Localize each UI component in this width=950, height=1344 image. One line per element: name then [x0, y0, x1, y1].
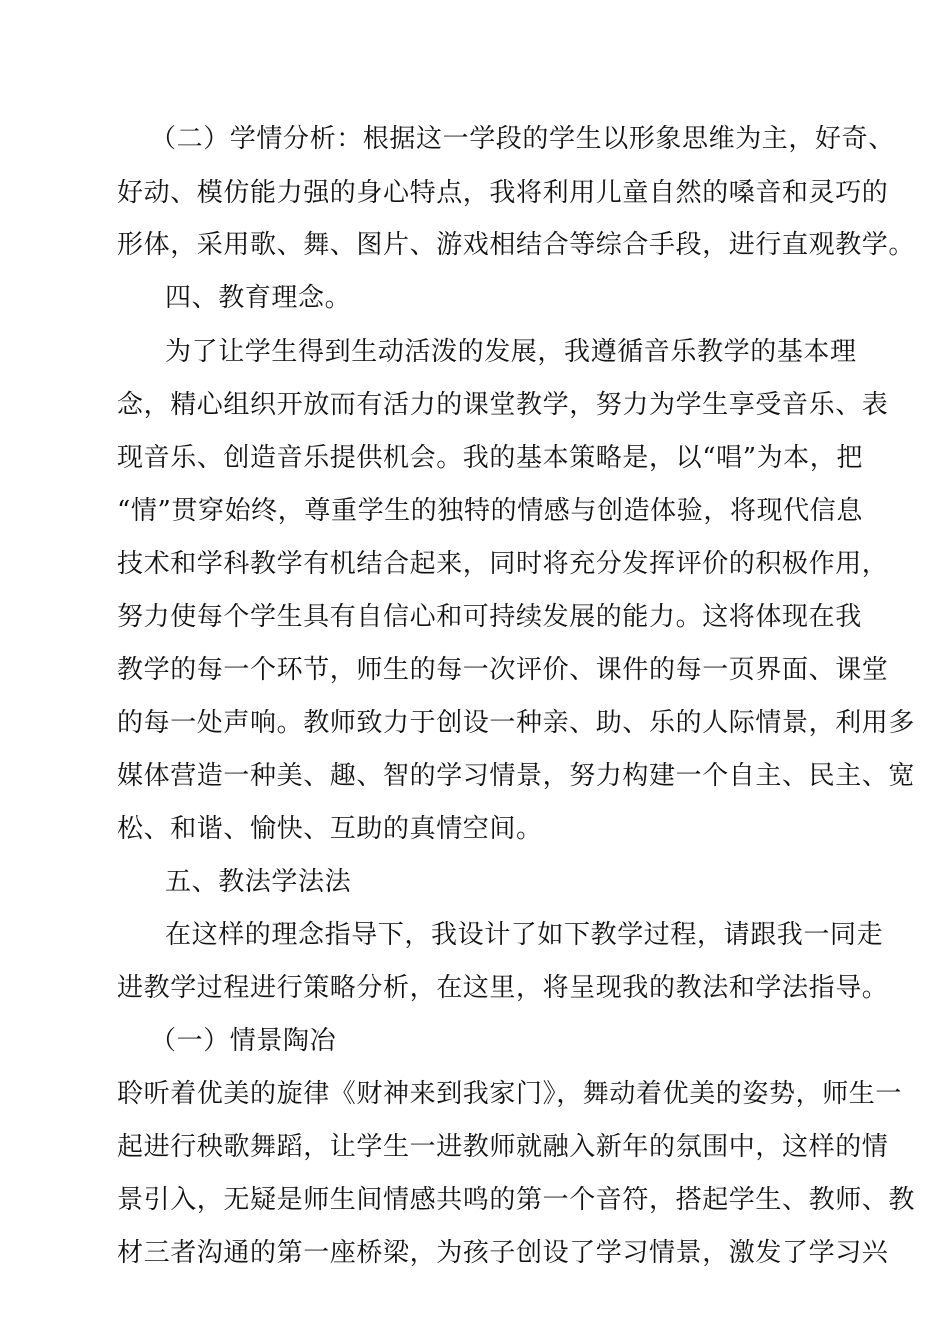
text-line: 好动、模仿能力强的身心特点，我将利用儿童自然的嗓音和灵巧的: [117, 178, 889, 208]
text-line: 念，精心组织开放而有活力的课堂教学，努力为学生享受音乐、表: [117, 390, 889, 420]
text-line: 材三者沟通的第一座桥梁，为孩子创设了学习情景，激发了学习兴: [117, 1238, 889, 1268]
text-line: “情”贯穿始终，尊重学生的独特的情感与创造体验，将现代信息: [117, 496, 863, 526]
text-line: 松、和谐、愉快、互助的真情空间。: [117, 814, 543, 844]
text-line: 在这样的理念指导下，我设计了如下教学过程，请跟我一同走: [165, 920, 884, 950]
text-line: 为了让学生得到生动活泼的发展，我遵循音乐教学的基本理: [165, 337, 857, 367]
text-line: 教学的每一个环节，师生的每一次评价、课件的每一页界面、课堂: [117, 655, 889, 685]
section-heading: 五、教法学法法: [165, 867, 352, 897]
text-line: 起进行秧歌舞蹈，让学生一进教师就融入新年的氛围中，这样的情: [117, 1132, 889, 1162]
text-line: 现音乐、创造音乐提供机会。我的基本策略是，以“唱”为本，把: [117, 443, 863, 473]
text-line: 聆听着优美的旋律《财神来到我家门》，舞动着优美的姿势，师生一: [117, 1079, 903, 1109]
text-line: （二）学情分析：根据这一学段的学生以形象思维为主，好奇、: [150, 124, 895, 154]
text-line: 进教学过程进行策略分析，在这里，将呈现我的教法和学法指导。: [117, 973, 889, 1003]
text-line: 努力使每个学生具有自信心和可持续发展的能力。这将体现在我: [117, 602, 862, 632]
text-line: 技术和学科教学有机结合起来，同时将充分发挥评价的积极作用，: [117, 549, 889, 579]
text-line: 景引入，无疑是师生间情感共鸣的第一个音符，搭起学生、教师、教: [117, 1185, 916, 1215]
section-heading: 四、教育理念。: [165, 283, 352, 313]
text-line: 媒体营造一种美、趣、智的学习情景，努力构建一个自主、民主、宽: [117, 761, 916, 791]
subsection-heading: （一）情景陶冶: [150, 1026, 337, 1056]
text-line: 形体，采用歌、舞、图片、游戏相结合等综合手段，进行直观教学。: [117, 230, 916, 260]
text-line: 的每一处声响。教师致力于创设一种亲、助、乐的人际情景，利用多: [117, 708, 916, 738]
